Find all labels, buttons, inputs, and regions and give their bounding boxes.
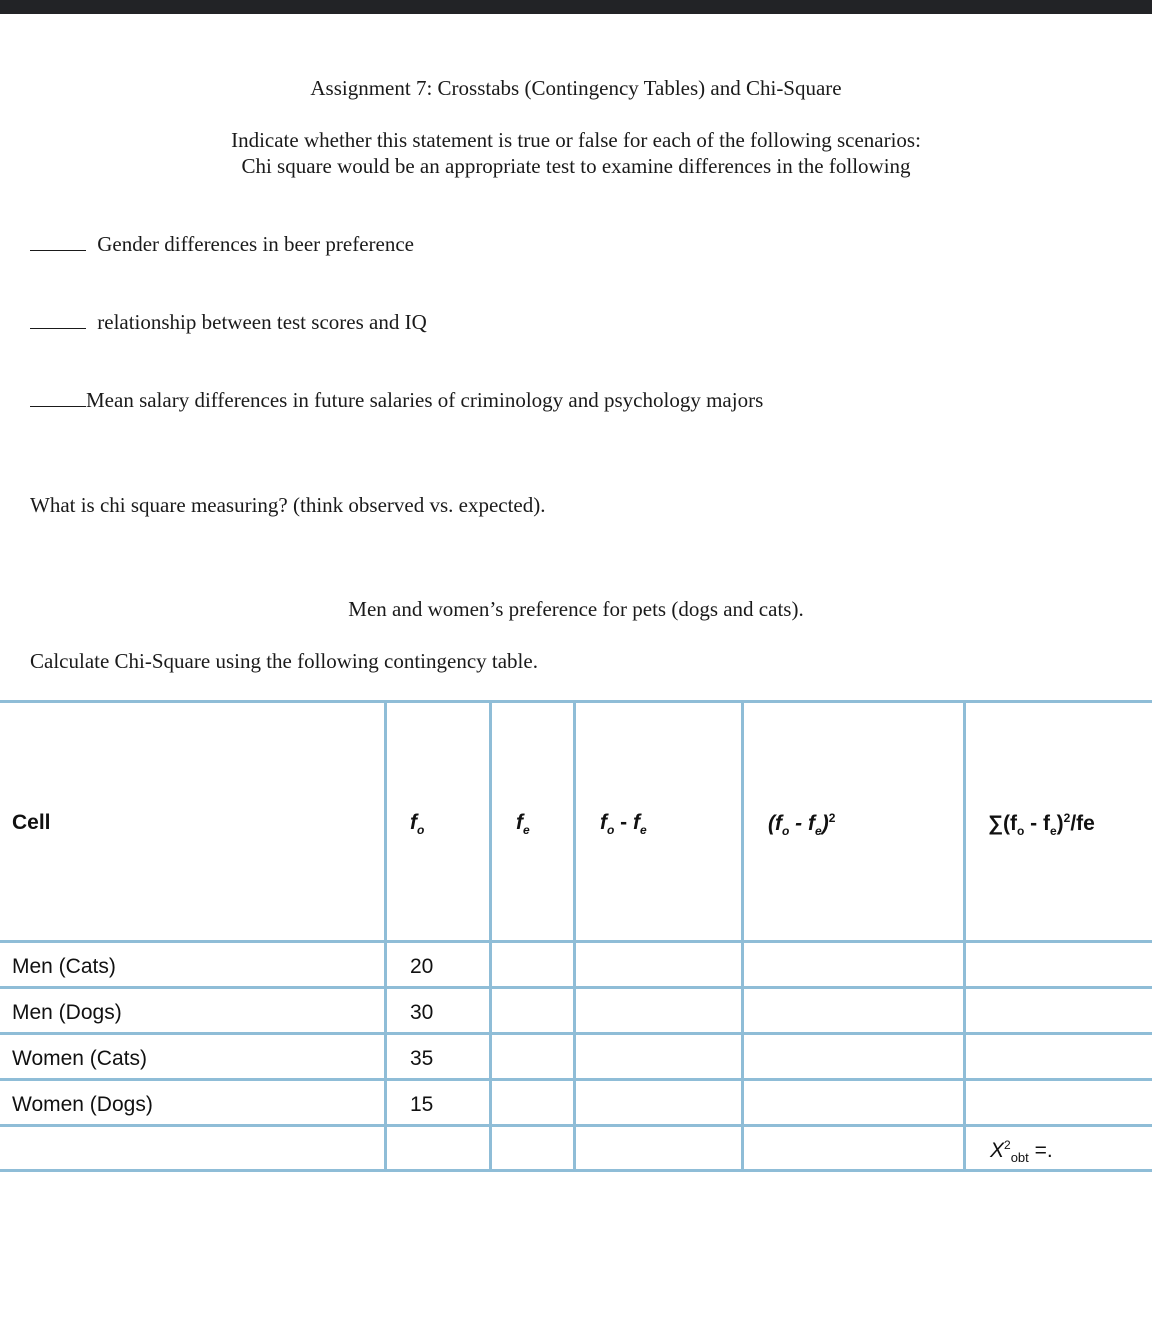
table-col-divider (489, 700, 492, 1172)
table-border-bottom (0, 1169, 1152, 1172)
scenario-text: relationship between test scores and IQ (97, 310, 427, 334)
top-bar (0, 0, 1152, 14)
header-squared-diff: $(f_o - f_e)^2$ (768, 811, 836, 839)
row-label: Women (Dogs) (12, 1093, 153, 1116)
row-fo-value: 15 (410, 1093, 434, 1116)
table-col-divider (741, 700, 744, 1172)
instruction-line-2: Chi square would be an appropriate test to examine differences in the following (241, 154, 911, 178)
row-fo-value: 30 (410, 1001, 434, 1024)
scenario-item (30, 310, 427, 335)
scenario-text: Gender differences in beer preference (97, 232, 414, 256)
table-row-divider (0, 1032, 1152, 1035)
chi-square-question: What is chi square measuring? (think observed vs. expected). (30, 493, 546, 517)
header-fo: $f_o$ (410, 811, 425, 838)
instruction-line-1: Indicate whether this statement is true or false for each of the following scenarios: (231, 128, 921, 152)
pets-scenario-title: Men and women’s preference for pets (dogs and cats). (348, 597, 804, 621)
table-border-top (0, 700, 1152, 703)
header-fe: $f_e$ (516, 811, 530, 838)
answer-blank[interactable] (30, 232, 86, 251)
table-col-divider (963, 700, 966, 1172)
answer-blank[interactable] (30, 310, 86, 329)
chi-square-obtained: $X^2_{obt}$ =. (990, 1138, 1053, 1166)
row-label: Men (Cats) (12, 955, 116, 978)
table-row-divider (0, 1078, 1152, 1081)
scenario-text: Mean salary differences in future salaries of criminology and psychology majors (86, 388, 764, 412)
table-row-divider (0, 1124, 1152, 1127)
table-header-divider (0, 940, 1152, 943)
table-col-divider (573, 700, 576, 1172)
assignment-title: Assignment 7: Crosstabs (Contingency Tables) and Chi-Square (310, 76, 842, 100)
row-label: Men (Dogs) (12, 1001, 122, 1024)
scenario-item (30, 232, 414, 257)
header-fo-minus-fe: $f_o - f_e$ (600, 811, 647, 838)
row-fo-value: 20 (410, 955, 434, 978)
table-row-divider (0, 986, 1152, 989)
scenario-item (30, 388, 763, 413)
header-chi-component: $\sum(f_o - f_e)^2/fe$ (988, 811, 1095, 839)
table-col-divider (384, 700, 387, 1172)
calculate-instruction: Calculate Chi-Square using the following contingency table. (30, 649, 538, 673)
row-label: Women (Cats) (12, 1047, 147, 1070)
header-cell: Cell (12, 811, 51, 834)
answer-blank[interactable] (30, 388, 86, 407)
row-fo-value: 35 (410, 1047, 434, 1070)
